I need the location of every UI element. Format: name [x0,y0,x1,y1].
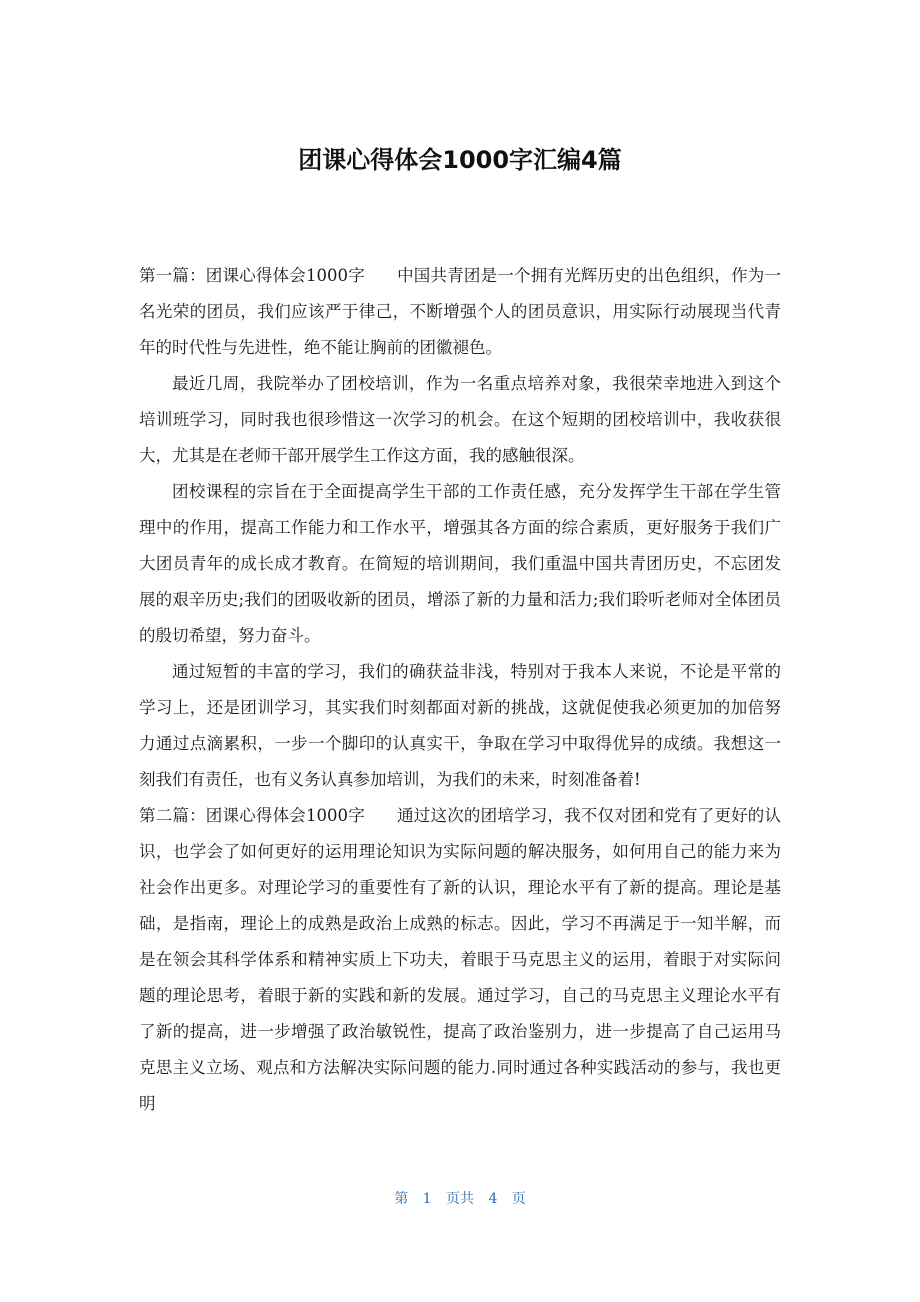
section-2-paragraph-1: 通过这次的团培学习，我不仅对团和党有了更好的认识，也学会了如何更好的运用理论知识为实际问题的解决服务，如何用自己的能力来为社会作出更多。对理论学习的重要性有了新的认识，理论水平有了新的提高。理论是基础，是指南，理论上的成熟是政治上成熟的标志。因此，学习不再满足于一知半解，而是在领会其科学体系和精神实质上下功夫，着眼于马克思主义的运用，着眼于对实际问题的理论思考，着眼于新的实践和新的发展。通过学习，自己的马克思主义理论水平有了新的提高，进一步增强了政治敏锐性，提高了政治鉴别力，进一步提高了自己运用马克思主义立场、观点和方法解决实际问题的能力.同时通过各种实践活动的参与，我也更明 [139,806,782,1113]
section-1-heading: 第一篇：团课心得体会1000字 [139,266,365,285]
section-1-paragraph-4: 通过短暂的丰富的学习，我们的确获益非浅，特别对于我本人来说，不论是平常的学习上，还是团训学习，其实我们时刻都面对新的挑战，这就促使我必须更加的加倍努力通过点滴累积，一步一个脚印的认真实干，争取在学习中取得优异的成绩。我想这一刻我们有责任，也有义务认真参加培训，为我们的未来，时刻准备着! [139,662,781,789]
page-number: 第 1 页共 4 页 [394,1191,526,1207]
document-body [139,258,781,1122]
section-2-opening [139,798,781,1122]
section-2-heading: 第二篇：团课心得体会1000字 [139,806,365,825]
document-title: 团课心得体会1000字汇编4篇 [298,146,622,174]
section-1-opening [139,258,781,366]
section-1-paragraph-3: 团校课程的宗旨在于全面提高学生干部的工作责任感，充分发挥学生干部在学生管理中的作用，提高工作能力和工作水平，增强其各方面的综合素质，更好服务于我们广大团员青年的成长成才教育。在简短的培训期间，我们重温中国共青团历史，不忘团发展的艰辛历史;我们的团吸收新的团员，增添了新的力量和活力;我们聆听老师对全体团员的殷切希望，努力奋斗。 [139,482,781,645]
section-1-paragraph-2: 最近几周，我院举办了团校培训，作为一名重点培养对象，我很荣幸地进入到这个培训班学习，同时我也很珍惜这一次学习的机会。在这个短期的团校培训中，我收获很大，尤其是在老师干部开展学生工作这方面，我的感触很深。 [139,374,781,465]
section-1-paragraph-1: 中国共青团是一个拥有光辉历史的出色组织，作为一名光荣的团员，我们应该严于律己，不断增强个人的团员意识，用实际行动展现当代青年的时代性与先进性，绝不能让胸前的团徽褪色。 [139,266,782,357]
